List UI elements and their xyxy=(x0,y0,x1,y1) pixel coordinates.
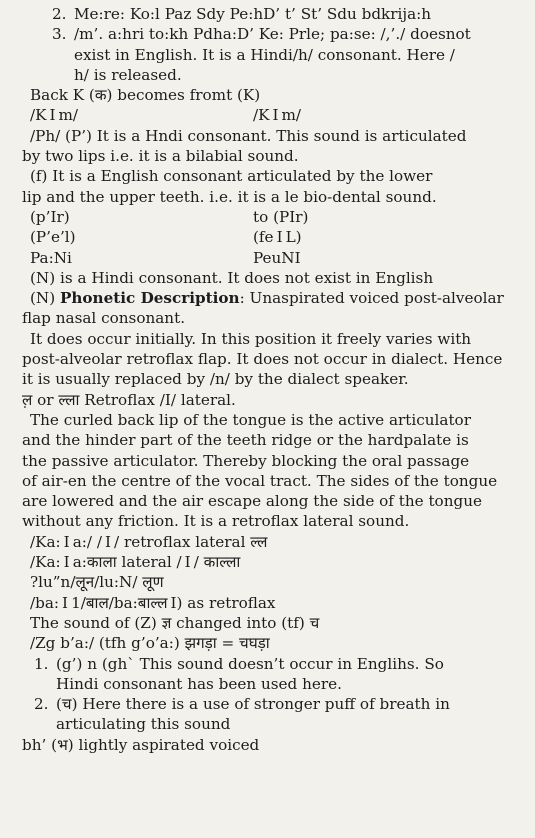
text-line: 1. (g’) n (gh` This sound doesn’t occur in Englihs. So xyxy=(34,654,444,673)
text-line: and the hinder part of the teeth ridge or the hardpalate is xyxy=(22,431,469,450)
text-line: of air-en the centre of the vocal tract. The sides of the tongue xyxy=(22,471,498,490)
text-line: (P’e’l) (fe I L) xyxy=(30,228,302,247)
text-line: 3. /m’. a:hri to:kh Pdha:D’ Ke: Prle; pa:se: /,’./ doesnot xyxy=(52,25,471,44)
text-line: lip and the upper teeth. i.e. it is a le bio-dental sound. xyxy=(22,187,437,206)
text-line: The sound of (Z) ज्ञ changed into (tf) च xyxy=(30,613,320,632)
text-line: the passive articulator. Thereby blocking the oral passage xyxy=(22,451,470,470)
text-line: /ba: I 1/बाल/ba:बाल्ल I) as retroflax xyxy=(30,593,276,612)
text-line: h/ is released. xyxy=(74,65,182,84)
text-line: flap nasal consonant. xyxy=(22,309,186,328)
text-line: Back K (क) becomes fromt (K) xyxy=(30,86,261,105)
text-line: 2. Me:re: Ko:l Paz Sdy Pe:hD’ t’ St’ Sdu bdkrija:h xyxy=(52,5,432,23)
text-line: (f) It is a English consonant articulated by the lower xyxy=(30,167,433,186)
text-line: It does occur initially. In this position it freely varies with xyxy=(30,329,472,348)
text-line: (p’Ir) to (PIr) xyxy=(30,207,309,226)
text-line: ?lu”n/लून/lu:N/ लूण xyxy=(30,573,164,592)
text-line: by two lips i.e. it is a bilabial sound. xyxy=(22,147,299,166)
text-line: /K I m/ /K I m/ xyxy=(30,106,302,125)
text-line: /Zg b’a:/ (tfh g’o’a:) झगड़ा = चघड़ा xyxy=(30,634,270,653)
text-line: it is usually replaced by /n/ by the dialect speaker. xyxy=(22,370,409,389)
text-line: Hindi consonant has been used here. xyxy=(56,674,342,693)
text-line: /Ph/ (P’) It is a Hndi consonant. This sound is articulated xyxy=(30,126,467,145)
text-line: ल़ or ल्ला Retroflax /I/ lateral. xyxy=(22,390,236,409)
text-line: (N) Phonetic Description: Unaspirated voiced post-alveolar xyxy=(30,289,504,308)
text-line: /Ka: I a:काला lateral / I / काल्ला xyxy=(30,553,241,572)
text-line: The curled back lip of the tongue is the active articulator xyxy=(30,410,471,429)
text-line: /Ka: I a:/ / I / retroflax lateral ल्ल xyxy=(30,532,268,551)
text-line: bh’ (भ) lightly aspirated voiced xyxy=(22,735,260,754)
text-line: are lowered and the air escape along the side of the tongue xyxy=(22,492,482,511)
text-line: Pa:Ni PeuNI xyxy=(30,248,301,267)
text-line: without any friction. It is a retroflax lateral sound. xyxy=(22,512,410,531)
text-line: exist in English. It is a Hindi/h/ consonant. Here / xyxy=(74,45,455,64)
text-line: 2. (च) Here there is a use of stronger puff of breath in xyxy=(34,695,450,714)
text-line: (N) is a Hindi consonant. It does not exist in English xyxy=(30,268,434,287)
text-line: articulating this sound xyxy=(56,715,231,734)
phonetic-description-heading: Phonetic Description xyxy=(59,289,240,308)
text-line: post-alveolar retroflax flap. It does not occur in dialect. Hence xyxy=(22,350,503,369)
